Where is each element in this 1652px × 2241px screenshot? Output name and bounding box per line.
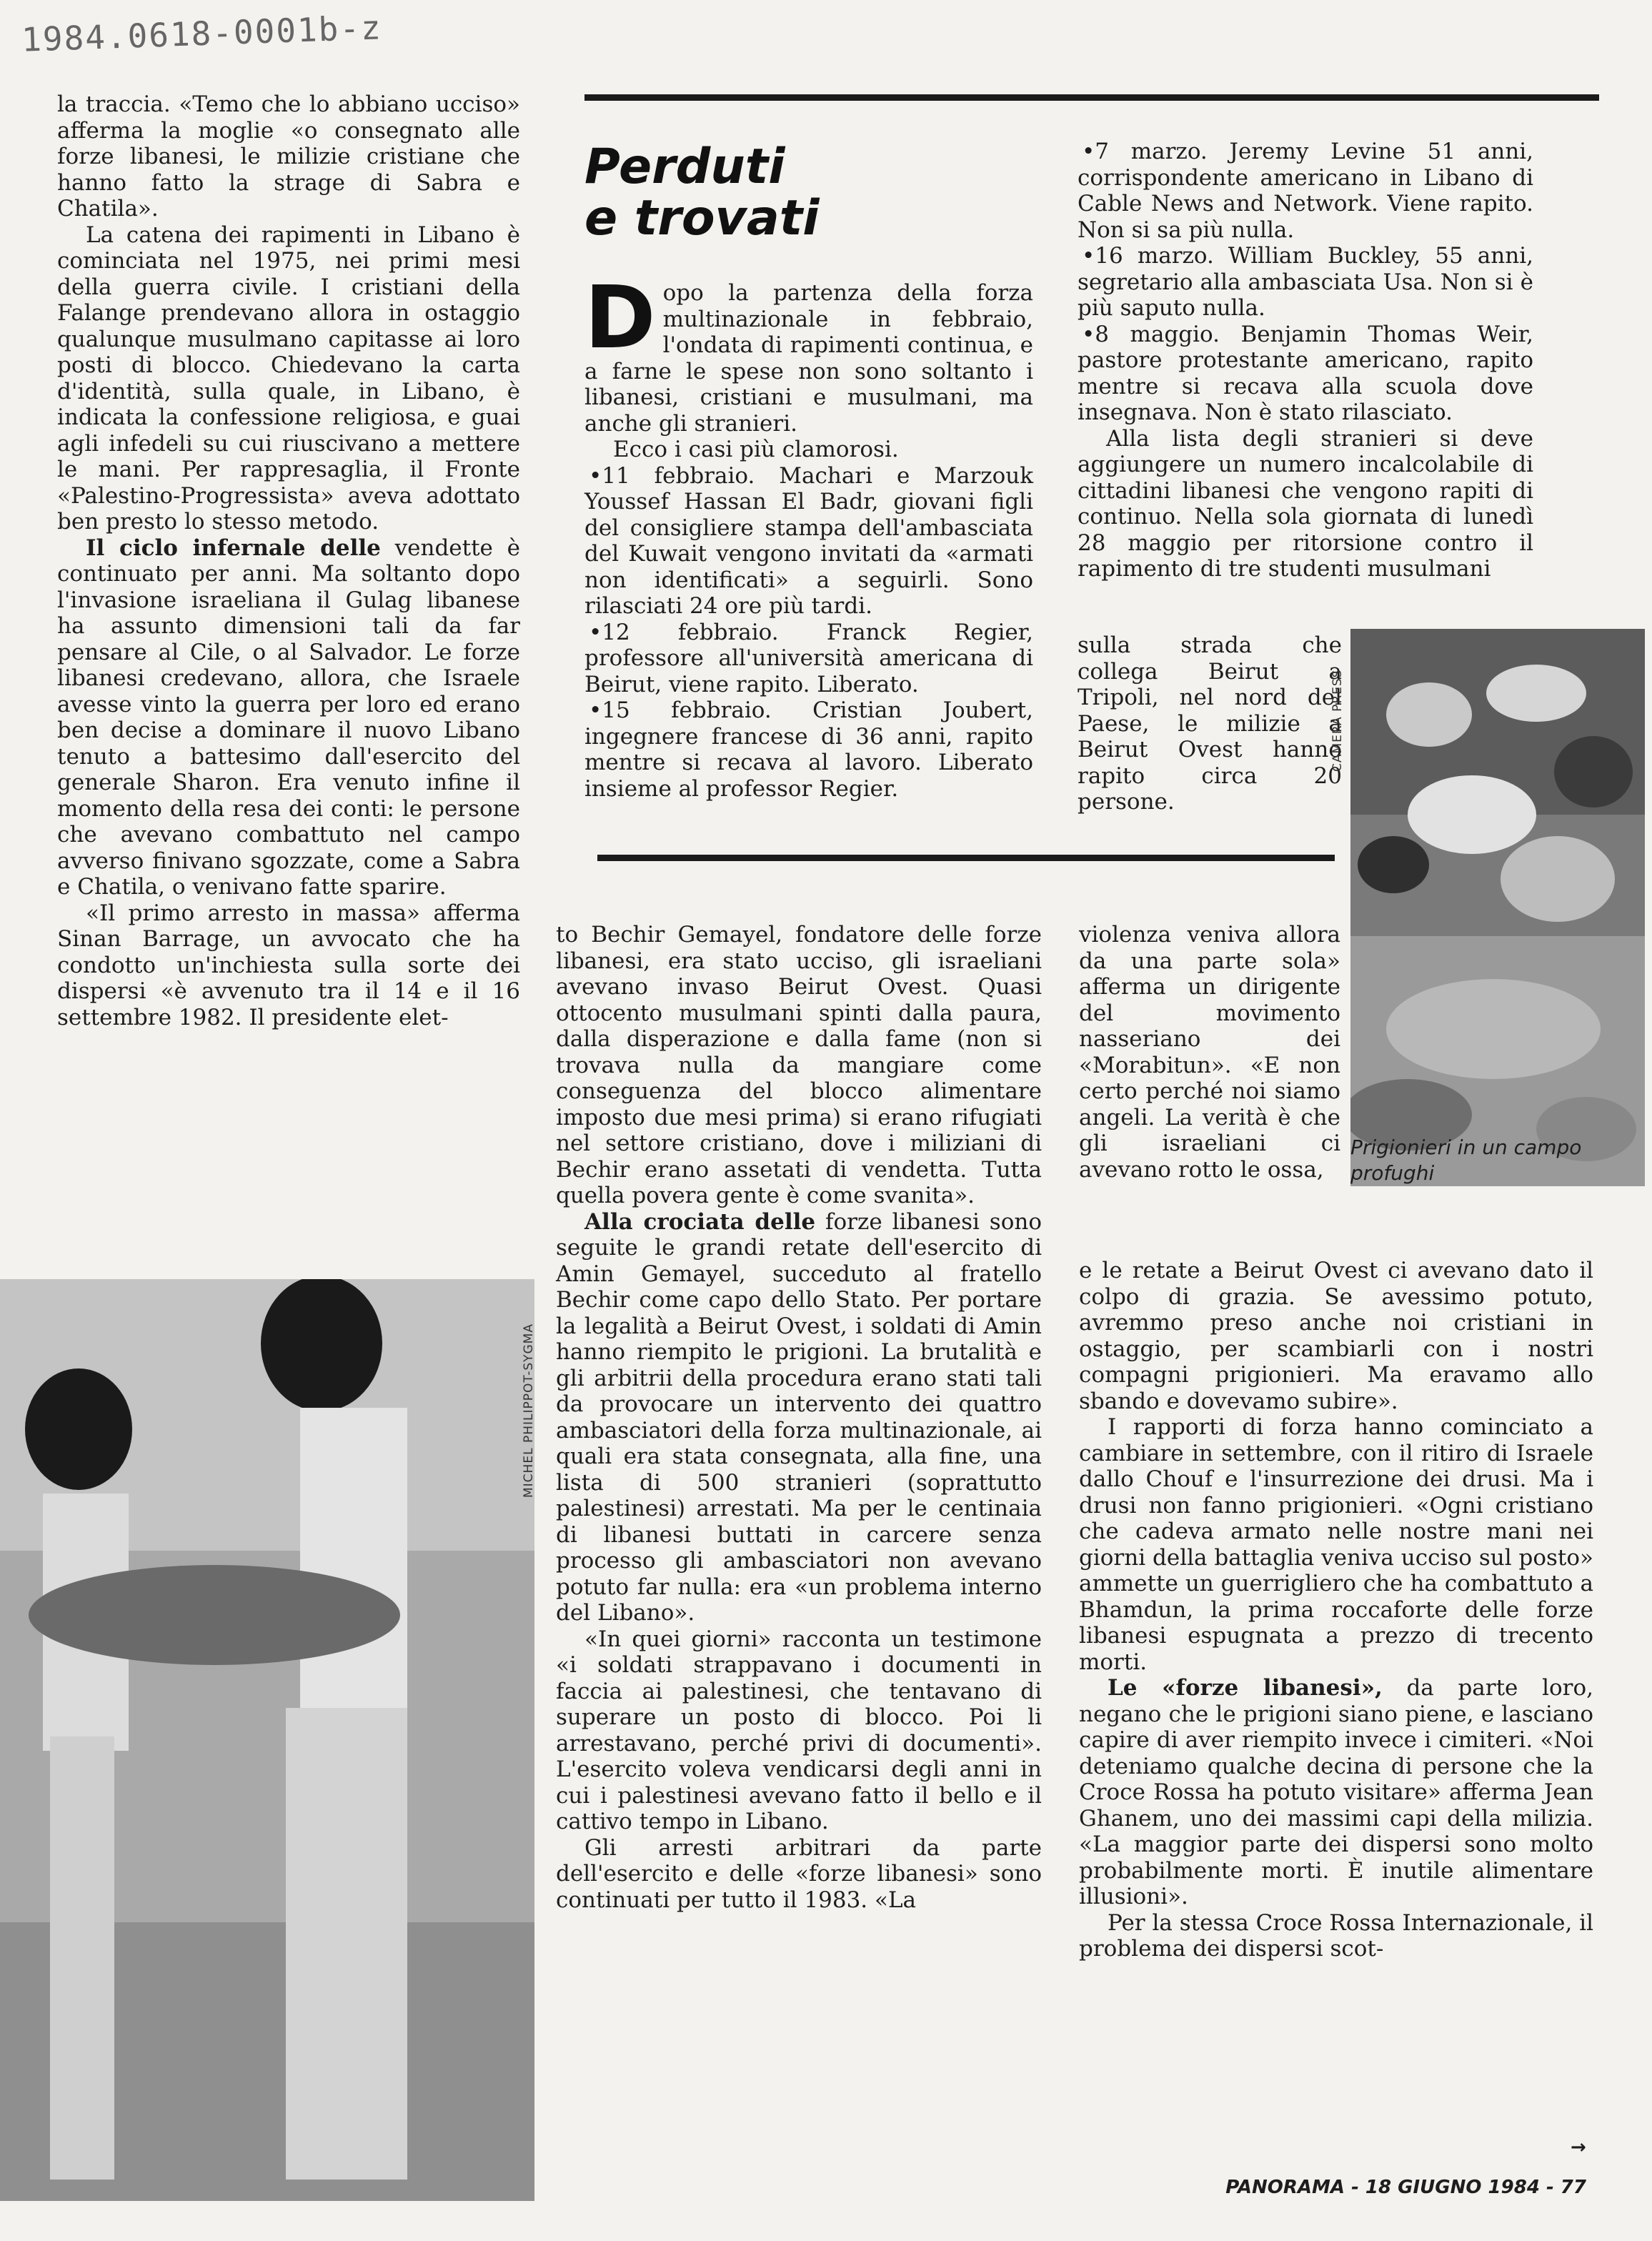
drop-cap: D bbox=[584, 269, 656, 368]
paragraph-text: Per la stessa Croce Rossa Internazionale, il problema dei dispersi scot- bbox=[1079, 1909, 1593, 1962]
box-top-rule bbox=[584, 94, 1599, 101]
paragraph bbox=[556, 922, 1042, 1209]
paragraph bbox=[57, 900, 520, 1031]
paragraph bbox=[57, 91, 520, 222]
box-column-left bbox=[584, 269, 1033, 802]
box-title-line-1: Perduti bbox=[584, 139, 785, 195]
paragraph-text: vendette è continuato per anni. Ma soltanto dopo l'invasione israeliana il Gulag libanese ha assunto dimensioni tali da far pensare al Cile, o al Salvador. Le forze libanesi credevano, allora, che Israele avesse vinto la guerra per loro ed erano ben decise a dominare il nuovo Libano tenuto a battesimo dall'esercito del generale Sharon. Era venuto infine il momento della resa dei conti: le persone che avevano combattuto nel campo avverso finivano sgozzate, come a Sabra e Chatila, o venivano fatte sparire. bbox=[57, 535, 520, 900]
paragraph bbox=[556, 1835, 1042, 1914]
paragraph bbox=[57, 535, 520, 900]
paragraph bbox=[1079, 1910, 1593, 1962]
article-column-1 bbox=[57, 91, 520, 1030]
paragraph bbox=[1079, 1258, 1593, 1414]
footer-issue: PANORAMA - 18 GIUGNO 1984 - 77 bbox=[1225, 2177, 1586, 2198]
paragraph-text: «Il primo arresto in massa» afferma Sinan Barrage, un avvocato che ha condotto un'inchiesta sulla sorte dei dispersi «è avvenuto tra il 14 e il 16 settembre 1982. Il presidente elet- bbox=[57, 900, 520, 1030]
paragraph-lead: Alla crociata delle bbox=[584, 1208, 816, 1235]
paragraph-text: I rapporti di forza hanno cominciato a cambiare in settembre, con il ritiro di Israele dallo Chouf e l'insurrezione dei drusi. Ma i drusi non fanno prigionieri. «Ogni cristiano che cadeva armato nelle nostre mani nei giorni della battaglia veniva ucciso sul posto» ammette un guerrigliero che ha combattuto a Bhamdun, la prima roccaforte delle forze libanesi espugnata a prezzo di trecento morti. bbox=[1079, 1414, 1593, 1675]
box-intro: opo la partenza della forza multinazionale in febbraio, l'ondata di rapimenti continua, e a farne le spese non sono soltanto i libanesi, cristiani e musulmani, ma anche gli stranieri. bbox=[584, 280, 1033, 437]
prisoners-photo bbox=[1350, 629, 1645, 1186]
paragraph-text: e le retate a Beirut Ovest ci avevano dato il colpo di grazia. Se avessimo potuto, avremmo preso anche noi cristiani in ostaggio, per scambiarli con i nostri compagni prigionieri. Ma eravamo allo sbando e dovevamo subire». bbox=[1079, 1258, 1593, 1414]
paragraph-text: La catena dei rapimenti in Libano è cominciata nel 1975, nei primi mesi della guerra civile. I cristiani della Falange prendevano allora in ostaggio qualunque musulmano capitasse ai loro posti di blocco. Chiedevano la carta d'identità, sulla quale, in Libano, è indicata la confessione religiosa, e guai agli infedeli su cui riuscivano a mettere le mani. Per rappresaglia, il Fronte «Palestino-Progressista» aveva adottato ben presto lo stesso metodo. bbox=[57, 222, 520, 535]
kidnapping-case: • 11 febbraio. Machari e Marzouk Youssef Hassan El Badr, giovani figli del consigliere stampa dell'ambasciata del Kuwait vengono invitati da «armati non identificati» a seguirli. Sono rilasciati 24 ore più tardi. bbox=[584, 463, 1033, 620]
column-3-intro: violenza veniva allora da una parte sola» afferma un dirigente del movimento nasseriano dei «Morabitun». «E non certo perché noi siamo angeli. La verità è che gli israeliani ci avevano rotto le ossa, bbox=[1079, 922, 1340, 1183]
prisoners-photo-graphic bbox=[1350, 629, 1645, 1186]
paragraph-text: la traccia. «Temo che lo abbiano ucciso» afferma la moglie «o consegnato alle forze libanesi, le milizie cristiane che hanno fatto la strage di Sabra e Chatila». bbox=[57, 91, 520, 222]
paragraph-text: «In quei giorni» racconta un testimone «i soldati strappavano i documenti in faccia ai palestinesi, che tentavano di superare un posto di blocco. Poi li arrestavano, perché privi di documenti». L'esercito voleva vendicarsi degli anni in cui i palestinesi avevano fatto il bello e il cattivo tempo in Libano. bbox=[556, 1626, 1042, 1834]
next-page-arrow: → bbox=[1571, 2137, 1586, 2158]
box-closing-a: Alla lista degli stranieri si deve aggiungere un numero incalcolabile di cittadini libanesi che vengono rapiti di continuo. Nella sola giornata di lunedì 28 maggio per ritorsione contro il rapimento di tre studenti musulmani bbox=[1078, 425, 1533, 582]
kidnapping-case: • 7 marzo. Jeremy Levine 51 anni, corrispondente americano in Libano di Cable News and Network. Viene rapito. Non si sa più nulla. bbox=[1078, 139, 1533, 243]
kidnapping-case: • 12 febbraio. Franck Regier, professore all'università americana di Beirut, viene rapito. Liberato. bbox=[584, 620, 1033, 698]
paragraph-lead: Le «forze libanesi», bbox=[1108, 1675, 1383, 1701]
paragraph-text: forze libanesi sono seguite le grandi retate dell'esercito di Amin Gemayel, succeduto al fratello Bechir come capo dello Stato. Per portare la legalità a Beirut Ovest, i soldati di Amin hanno riempito le prigioni. La brutalità e gli arbitrii della procedura erano stati tali da provocare un intervento dei quattro ambasciatori della forza multinazionale, ai quali era stata consegnata, alla fine, una lista di 500 stranieri (soprattutto palestinesi) arrestati. Ma per le centinaia di libanesi buttati in carcere senza processo gli ambasciatori non avevano potuto far nulla: era «un problema interno del Libano». bbox=[556, 1208, 1043, 1626]
kidnapping-case: • 8 maggio. Benjamin Thomas Weir, pastore protestante americano, rapito mentre si recava alla scuola dove insegnava. Non è stato rilasciato. bbox=[1078, 322, 1533, 426]
men-carrying-body-graphic bbox=[0, 1279, 534, 2201]
paragraph bbox=[1079, 1675, 1593, 1910]
paragraph bbox=[1079, 1414, 1593, 1675]
archive-code: 1984.0618-0001b-z bbox=[21, 8, 383, 59]
paragraph-text: Gli arresti arbitrari da parte dell'esercito e delle «forze libanesi» sono continuati per tutto il 1983. «La bbox=[556, 1834, 1042, 1913]
kidnapping-case: • 16 marzo. William Buckley, 55 anni, segretario alla ambasciata Usa. Non si è più saputo nulla. bbox=[1078, 243, 1533, 322]
paragraph bbox=[556, 1209, 1042, 1626]
paragraph-text: da parte loro, negano che le prigioni siano piene, e lasciano capire di aver riempito invece i cimiteri. «Noi deteniamo qualche decina di persone che la Croce Rossa ha potuto visitare» afferma Jean Ghanem, uno dei massimi capi della milizia. «La maggior parte dei dispersi sono molto probabilmente morti. È inutile alimentare illusioni». bbox=[1079, 1675, 1593, 1909]
photo-credit-left: MICHEL PHILIPPOT-SYGMA bbox=[522, 1323, 536, 1498]
photo-caption: Prigionieri in un campo profughi bbox=[1350, 1136, 1582, 1185]
box-bottom-rule bbox=[597, 855, 1335, 861]
box-title-line-2: e trovati bbox=[584, 190, 820, 247]
article-column-3-top bbox=[1079, 922, 1340, 1183]
paragraph-text: to Bechir Gemayel, fondatore delle forze libanesi, era stato ucciso, gli israeliani avevano invaso Beirut Ovest. Quasi ottocento musulmani spinti dalla paura, dalla disperazione e dalla fame (non si trovava nulla da mangiare come conseguenza del blocco alimentare imposto due mesi prima) si erano rifugiati nel settore cristiano, dove i miliziani di Bechir erano assetati di vendetta. Tutta quella povera gente è come svanita». bbox=[556, 922, 1042, 1208]
photo-credit-top: CAMERA PRESS bbox=[1330, 669, 1345, 772]
box-closing-b-wrap bbox=[1078, 632, 1342, 815]
paragraph bbox=[556, 1626, 1042, 1835]
article-column-3 bbox=[1079, 1258, 1593, 1962]
paragraph bbox=[57, 222, 520, 535]
box-intro-2: Ecco i casi più clamorosi. bbox=[613, 437, 899, 462]
box-closing-b: sulla strada che collega Beirut a Tripoli, nel nord del Paese, le milizie a Beirut Ovest hanno rapito circa 20 persone. bbox=[1078, 632, 1342, 815]
box-title bbox=[584, 139, 827, 247]
box-column-right bbox=[1078, 139, 1533, 582]
kidnapping-case: • 15 febbraio. Cristian Joubert, ingegnere francese di 36 anni, rapito mentre si recava al lavoro. Liberato insieme al professor Regier. bbox=[584, 697, 1033, 802]
men-carrying-body-photo bbox=[0, 1279, 534, 2201]
paragraph-lead: Il ciclo infernale delle bbox=[86, 535, 381, 561]
article-column-2 bbox=[556, 922, 1042, 1913]
